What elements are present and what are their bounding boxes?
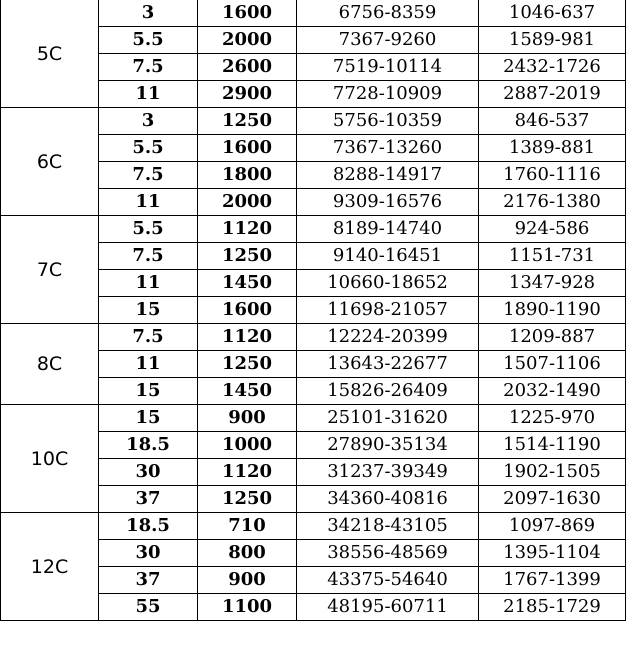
speed-cell: 900 <box>198 567 297 594</box>
table-row <box>1 324 626 351</box>
speed-cell: 710 <box>198 513 297 540</box>
speed-cell: 1000 <box>198 432 297 459</box>
model-cell: 6C <box>1 108 99 216</box>
head-cell: 1589-981 <box>479 27 626 54</box>
head-cell: 924-586 <box>479 216 626 243</box>
flow-cell: 31237-39349 <box>297 459 479 486</box>
table-row <box>1 108 626 135</box>
speed-cell: 1120 <box>198 459 297 486</box>
power-cell: 15 <box>99 378 198 405</box>
speed-cell: 900 <box>198 405 297 432</box>
flow-cell: 34360-40816 <box>297 486 479 513</box>
flow-cell: 9309-16576 <box>297 189 479 216</box>
head-cell: 2097-1630 <box>479 486 626 513</box>
power-cell: 30 <box>99 459 198 486</box>
speed-cell: 1600 <box>198 135 297 162</box>
head-cell: 1225-970 <box>479 405 626 432</box>
head-cell: 1890-1190 <box>479 297 626 324</box>
power-cell: 5.5 <box>99 27 198 54</box>
speed-cell: 800 <box>198 540 297 567</box>
flow-cell: 43375-54640 <box>297 567 479 594</box>
speed-cell: 1450 <box>198 270 297 297</box>
power-cell: 18.5 <box>99 432 198 459</box>
flow-cell: 6756-8359 <box>297 0 479 27</box>
head-cell: 1347-928 <box>479 270 626 297</box>
flow-cell: 7367-9260 <box>297 27 479 54</box>
head-cell: 1209-887 <box>479 324 626 351</box>
model-cell: 7C <box>1 216 99 324</box>
power-cell: 37 <box>99 486 198 513</box>
flow-cell: 5756-10359 <box>297 108 479 135</box>
flow-cell: 7519-10114 <box>297 54 479 81</box>
power-cell: 7.5 <box>99 54 198 81</box>
power-cell: 7.5 <box>99 324 198 351</box>
head-cell: 1151-731 <box>479 243 626 270</box>
model-cell: 12C <box>1 513 99 621</box>
power-cell: 7.5 <box>99 162 198 189</box>
head-cell: 846-537 <box>479 108 626 135</box>
speed-cell: 2000 <box>198 189 297 216</box>
head-cell: 1767-1399 <box>479 567 626 594</box>
table-row <box>1 0 626 27</box>
speed-cell: 1250 <box>198 243 297 270</box>
flow-cell: 15826-26409 <box>297 378 479 405</box>
speed-cell: 1120 <box>198 324 297 351</box>
head-cell: 1046-637 <box>479 0 626 27</box>
speed-cell: 1100 <box>198 594 297 621</box>
power-cell: 11 <box>99 189 198 216</box>
speed-cell: 1600 <box>198 297 297 324</box>
speed-cell: 2000 <box>198 27 297 54</box>
model-cell: 10C <box>1 405 99 513</box>
head-cell: 1760-1116 <box>479 162 626 189</box>
head-cell: 2176-1380 <box>479 189 626 216</box>
flow-cell: 38556-48569 <box>297 540 479 567</box>
flow-cell: 48195-60711 <box>297 594 479 621</box>
speed-cell: 1250 <box>198 351 297 378</box>
power-cell: 11 <box>99 270 198 297</box>
table-row <box>1 405 626 432</box>
head-cell: 2432-1726 <box>479 54 626 81</box>
speed-cell: 2600 <box>198 54 297 81</box>
model-cell: 5C <box>1 0 99 108</box>
table-row <box>1 513 626 540</box>
power-cell: 5.5 <box>99 135 198 162</box>
power-cell: 11 <box>99 351 198 378</box>
flow-cell: 7728-10909 <box>297 81 479 108</box>
power-cell: 30 <box>99 540 198 567</box>
head-cell: 1902-1505 <box>479 459 626 486</box>
speed-cell: 1450 <box>198 378 297 405</box>
head-cell: 1507-1106 <box>479 351 626 378</box>
power-cell: 3 <box>99 0 198 27</box>
power-cell: 7.5 <box>99 243 198 270</box>
head-cell: 2887-2019 <box>479 81 626 108</box>
head-cell: 1514-1190 <box>479 432 626 459</box>
flow-cell: 9140-16451 <box>297 243 479 270</box>
power-cell: 5.5 <box>99 216 198 243</box>
flow-cell: 34218-43105 <box>297 513 479 540</box>
speed-cell: 1600 <box>198 0 297 27</box>
head-cell: 2185-1729 <box>479 594 626 621</box>
head-cell: 2032-1490 <box>479 378 626 405</box>
power-cell: 15 <box>99 405 198 432</box>
speed-cell: 1250 <box>198 108 297 135</box>
table-row <box>1 216 626 243</box>
power-cell: 11 <box>99 81 198 108</box>
head-cell: 1389-881 <box>479 135 626 162</box>
power-cell: 18.5 <box>99 513 198 540</box>
spec-table-body <box>1 0 626 621</box>
flow-cell: 11698-21057 <box>297 297 479 324</box>
power-cell: 15 <box>99 297 198 324</box>
flow-cell: 8189-14740 <box>297 216 479 243</box>
flow-cell: 12224-20399 <box>297 324 479 351</box>
flow-cell: 7367-13260 <box>297 135 479 162</box>
power-cell: 37 <box>99 567 198 594</box>
flow-cell: 13643-22677 <box>297 351 479 378</box>
head-cell: 1395-1104 <box>479 540 626 567</box>
power-cell: 55 <box>99 594 198 621</box>
power-cell: 3 <box>99 108 198 135</box>
model-cell: 8C <box>1 324 99 405</box>
speed-cell: 2900 <box>198 81 297 108</box>
speed-cell: 1250 <box>198 486 297 513</box>
flow-cell: 25101-31620 <box>297 405 479 432</box>
flow-cell: 27890-35134 <box>297 432 479 459</box>
flow-cell: 8288-14917 <box>297 162 479 189</box>
speed-cell: 1800 <box>198 162 297 189</box>
speed-cell: 1120 <box>198 216 297 243</box>
flow-cell: 10660-18652 <box>297 270 479 297</box>
head-cell: 1097-869 <box>479 513 626 540</box>
